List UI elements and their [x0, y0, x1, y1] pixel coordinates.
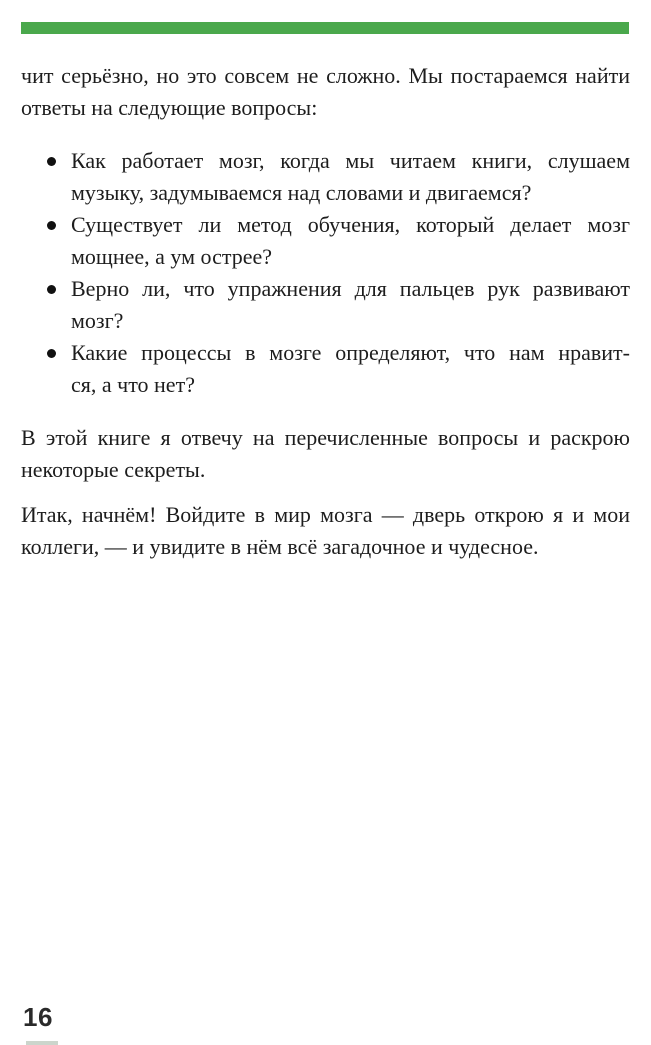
text-line: некоторые секреты.	[21, 457, 206, 482]
text-line: Верно ли, что упражнения для пальцев рук развивают	[71, 276, 630, 301]
text-column	[21, 60, 630, 563]
bullet-icon	[47, 285, 56, 294]
text-line: коллеги, — и увидите в нём всё загадочное и чудесное.	[21, 534, 539, 559]
question-item	[21, 273, 630, 337]
text-line: Существует ли метод обучения, который делает мозг	[71, 212, 630, 237]
text-line: Итак, начнём! Войдите в мир мозга — дверь открою я и мои	[21, 502, 630, 527]
text-line: Какие процессы в мозге определяют, что нам нравит-	[71, 340, 630, 365]
page-bottom-mark	[26, 1041, 58, 1045]
text-line: Как работает мозг, когда мы читаем книги, слушаем	[71, 148, 630, 173]
text-line: музыку, задумываемся над словами и двигаемся?	[71, 180, 532, 205]
intro-paragraph	[21, 60, 630, 124]
closing-paragraph	[21, 499, 630, 563]
text-line: В этой книге я отвечу на перечисленные вопросы и раскрою	[21, 425, 630, 450]
text-line: мозг?	[71, 308, 124, 333]
question-item	[21, 209, 630, 273]
page-number: 16	[23, 1002, 53, 1032]
text-line: чит серьёзно, но это совсем не сложно. Мы постараемся найти	[21, 63, 630, 88]
text-line: ся, а что нет?	[71, 372, 195, 397]
question-item	[21, 145, 630, 209]
bullet-icon	[47, 349, 56, 358]
question-list	[21, 145, 630, 401]
text-line: мощнее, а ум острее?	[71, 244, 273, 269]
answer-paragraph	[21, 422, 630, 486]
text-line: ответы на следующие вопросы:	[21, 95, 318, 120]
bullet-icon	[47, 157, 56, 166]
question-item	[21, 337, 630, 401]
bullet-icon	[47, 221, 56, 230]
top-rule	[21, 22, 629, 34]
